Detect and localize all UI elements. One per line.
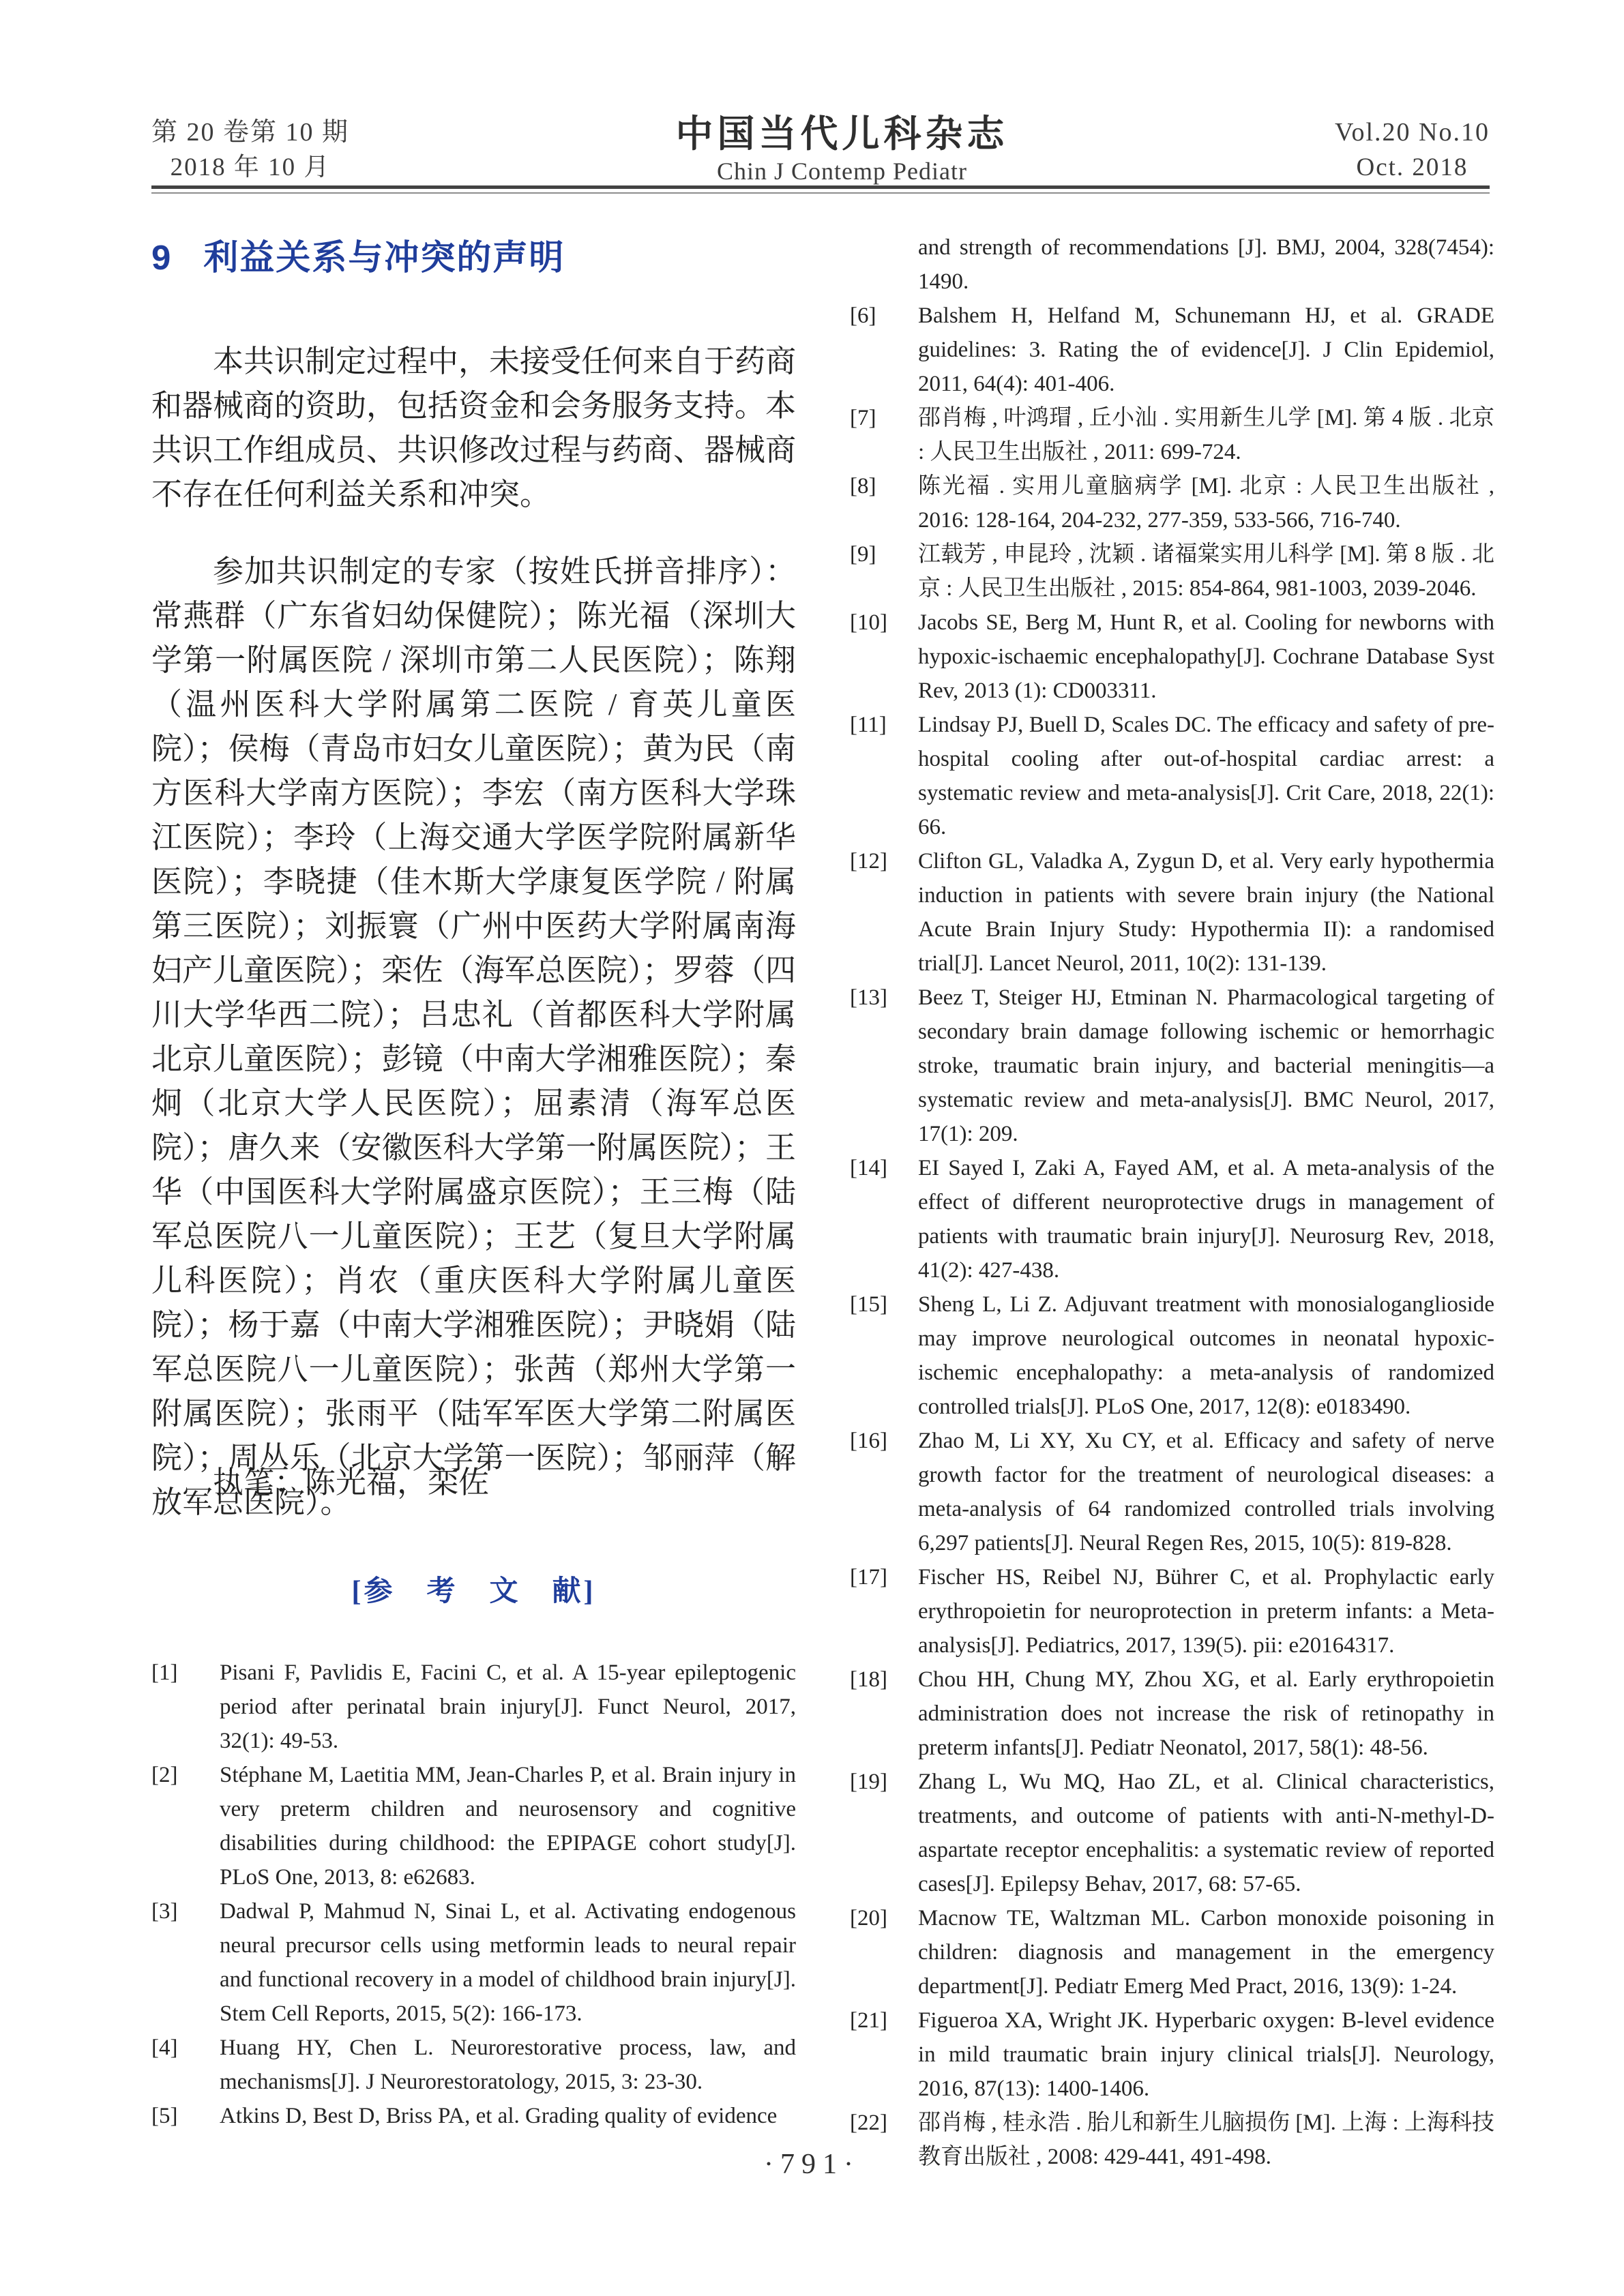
section-title: 利益关系与冲突的声明 [203,238,565,277]
reference-text: Clifton GL, Valadka A, Zygun D, et al. Very early hypothermia induction in patients with severe brain injury (the National Acute Brain Injury Study: Hypothermia II): a randomised trial[J]. Lancet Neurol, 2011, 10(2): 131-139. [918,849,1494,976]
journal-title-cn: 中国当代儿科杂志 [675,113,1009,155]
section-heading [151,229,565,280]
reference-text: Zhao M, Li XY, Xu CY, et al. Efficacy and safety of nerve growth factor for the treatment of neurological diseases: a meta-analysis of 64 randomized controlled trials involving 6,297 patients[J]. Neural Regen Res, 2015, 10(5): 819-828. [918,1429,1494,1555]
reference-item [850,1560,1494,1663]
reference-list-left [151,1656,796,2133]
reference-number: [20] [850,1906,887,1930]
reference-text: and strength of recommendations [J]. BMJ, 2004, 328(7454): 1490. [918,235,1494,294]
reference-number: [14] [850,1156,887,1180]
header-journal-block [675,115,1008,188]
reference-item [850,230,1494,299]
reference-number: [16] [850,1429,887,1453]
reference-item [151,1894,796,2031]
header-rule-thin [151,192,1490,194]
header-date-en: Oct. 2018 [1356,153,1468,181]
reference-item [850,401,1494,469]
reference-item [151,1656,796,1758]
reference-item [850,606,1494,708]
reference-number: [13] [850,985,887,1010]
reference-text: Dadwal P, Mahmud N, Sinai L, et al. Activating endogenous neural precursor cells using metformin leads to neural repair and functional recovery in a model of childhood brain injury[J]. Stem Cell Reports, 2015, 5(2): 166-173. [220,1899,796,2026]
header-volume-block [1335,115,1490,185]
reference-text: Fischer HS, Reibel NJ, Bührer C, et al. Prophylactic early erythropoietin for neuroprotection in preterm infants: a Meta-analysis[J]. Pediatrics, 2017, 139(5). pii: e20164317. [918,1565,1494,1658]
reference-text: Chou HH, Chung MY, Zhou XG, et al. Early erythropoietin administration does not increase the risk of retinopathy in preterm infants[J]. Pediatr Neonatol, 2017, 58(1): 48-56. [918,1667,1494,1760]
page-number: ·791· [764,2149,860,2180]
reference-item [850,1663,1494,1765]
reference-text: Atkins D, Best D, Briss PA, et al. Grading quality of evidence [220,2104,778,2128]
reference-item [850,708,1494,844]
reference-text: Beez T, Steiger HJ, Etminan N. Pharmacological targeting of secondary brain damage following ischemic or hemorrhagic stroke, traumatic brain injury, and bacterial meningitis—a systematic review and meta-analysis[J]. BMC Neurol, 2017, 17(1): 209. [918,985,1494,1146]
page-header [151,115,1490,188]
experts-paragraph: 参加共识制定的专家（按姓氏拼音排序）：常燕群（广东省妇幼保健院）；陈光福（深圳大学第一附属医院 / 深圳市第二人民医院）；陈翔（温州医科大学附属第二医院 / 育英儿童医院）；侯梅（青岛市妇女儿童医院）；黄为民（南方医科大学南方医院）；李宏（南方医科大学珠江医院）；李玲（上海交通大学医学院附属新华医院）；李晓捷（佳木斯大学康复医学院 / 附属第三医院）；刘振寰（广州中医药大学附属南海妇产儿童医院）；栾佐（海军总医院）；罗蓉（四川大学华西二院）；吕忠礼（首都医科大学附属北京儿童医院）；彭镜（中南大学湘雅医院）；秦炯（北京大学人民医院）；屈素清（海军总医院）；唐久来（安徽医科大学第一附属医院）；王华（中国医科大学附属盛京医院）；王三梅（陆军总医院八一儿童医院）；王艺（复旦大学附属儿科医院）；肖农（重庆医科大学附属儿童医院）；杨于嘉（中南大学湘雅医院）；尹晓娟（陆军总医院八一儿童医院）；张茜（郑州大学第一附属医院）；张雨平（陆军军医大学第二附属医院）；周丛乐（北京大学第一医院）；邹丽萍（解放军总医院）。 [151,554,797,1519]
reference-number: [22] [850,2111,887,2135]
reference-number: [6] [850,303,876,328]
header-issue-cn: 第 20 卷第 10 期 [151,118,350,147]
header-rule-thick [151,185,1490,189]
byline: 执笔：陈光福，栾佐 [213,1465,490,1500]
reference-text: 邵肖梅 , 叶鸿瑁 , 丘小汕 . 实用新生儿学 [M]. 第 4 版 . 北京 : 人民卫生出版社 , 2011: 699-724. [918,406,1494,464]
journal-title-en: Chin J Contemp Pediatr [716,158,967,185]
reference-text: 邵肖梅 , 桂永浩 . 胎儿和新生儿脑损伤 [M]. 上海 : 上海科技教育出版社 , 2008: 429-441, 491-498. [918,2111,1494,2169]
reference-item [850,469,1494,537]
reference-item [151,1758,796,1894]
reference-number: [11] [850,713,887,737]
reference-number: [2] [151,1763,178,1787]
reference-item [850,1287,1494,1424]
reference-number: [10] [850,610,887,635]
header-date-cn: 2018 年 10 月 [170,153,331,181]
reference-item [850,844,1494,981]
reference-text: Huang HY, Chen L. Neurorestorative process, law, and mechanisms[J]. J Neurorestoratology, 2015, 3: 23-30. [220,2036,796,2094]
reference-text: Balshem H, Helfand M, Schunemann HJ, et al. GRADE guidelines: 3. Rating the of evidence[J]. J Clin Epidemiol, 2011, 64(4): 401-406. [918,303,1494,396]
header-issue-block [151,115,349,185]
reference-number: [8] [850,474,876,498]
reference-number: [18] [850,1667,887,1692]
reference-item [850,299,1494,401]
reference-text: Jacobs SE, Berg M, Hunt R, et al. Cooling for newborns with hypoxic-ischaemic encephalopathy[J]. Cochrane Database Syst Rev, 2013 (1): CD003311. [918,610,1494,703]
reference-item [151,2031,796,2099]
reference-list-right [850,230,1494,2174]
reference-number: [21] [850,2008,887,2033]
header-vol-en: Vol.20 No.10 [1334,118,1490,147]
reference-text: Stéphane M, Laetitia MM, Jean-Charles P, et al. Brain injury in very preterm children and neurosensory and cognitive disabilities during childhood: the EPIPAGE cohort study[J]. PLoS One, 2013, 8: e62683. [220,1763,796,1890]
reference-text: Lindsay PJ, Buell D, Scales DC. The efficacy and safety of pre-hospital cooling after out-of-hospital cardiac arrest: a systematic review and meta-analysis[J]. Crit Care, 2018, 22(1): 66. [918,713,1494,839]
reference-item [850,981,1494,1151]
reference-number: [12] [850,849,887,874]
reference-number: [3] [151,1899,178,1924]
reference-number: [1] [151,1660,178,1685]
reference-item [850,1901,1494,2003]
reference-text: 陈光福 . 实用儿童脑病学 [M]. 北京 : 人民卫生出版社 , 2016: 128-164, 204-232, 277-359, 533-566, 716-740. [918,474,1494,533]
reference-item [850,1765,1494,1901]
reference-text: Sheng L, Li Z. Adjuvant treatment with monosialoganglioside may improve neurological outcomes in neonatal hypoxic-ischemic encephalopathy: a meta-analysis of randomized controlled trials[J]. PLoS One, 2017, 12(8): e0183490. [918,1292,1494,1419]
section-number: 9 [151,238,173,277]
reference-number: [17] [850,1565,887,1590]
reference-item [151,2099,796,2133]
reference-item [850,2003,1494,2106]
reference-text: Zhang L, Wu MQ, Hao ZL, et al. Clinical characteristics, treatments, and outcome of patients with anti-N-methyl-D-aspartate receptor encephalitis: a systematic review of reported cases[J]. Epilepsy Behav, 2017, 68: 57-65. [918,1770,1494,1896]
reference-item [850,537,1494,606]
reference-number: [7] [850,406,876,430]
reference-item [850,1151,1494,1287]
reference-number: [5] [151,2104,178,2128]
reference-number: [9] [850,542,876,567]
reference-text: Pisani F, Pavlidis E, Facini C, et al. A 15-year epileptogenic period after perinatal brain injury[J]. Funct Neurol, 2017, 32(1): 49-53. [220,1660,796,1753]
reference-item [850,1424,1494,1560]
reference-text: Figueroa XA, Wright JK. Hyperbaric oxygen: B-level evidence in mild traumatic brain injury clinical trials[J]. Neurology, 2016, 87(13): 1400-1406. [918,2008,1494,2101]
reference-text: EI Sayed I, Zaki A, Fayed AM, et al. A meta-analysis of the effect of different neuroprotective drugs in management of patients with traumatic brain injury[J]. Neurosurg Rev, 2018, 41(2): 427-438. [918,1156,1494,1283]
references-heading: [参 考 文 献] [351,1576,596,1607]
declaration-paragraph: 本共识制定过程中，未接受任何来自于药商和器械商的资助，包括资金和会务服务支持。本共识工作组成员、共识修改过程与药商、器械商不存在任何利益关系和冲突。 [151,344,797,511]
reference-text: 江载芳 , 申昆玲 , 沈颖 . 诸福棠实用儿科学 [M]. 第 8 版 . 北京 : 人民卫生出版社 , 2015: 854-864, 981-1003, 2039-2046. [918,542,1494,601]
reference-text: Macnow TE, Waltzman ML. Carbon monoxide poisoning in children: diagnosis and management in the emergency department[J]. Pediatr Emerg Med Pract, 2016, 13(9): 1-24. [918,1906,1494,1999]
reference-number: [19] [850,1770,887,1794]
reference-number: [4] [151,2036,178,2060]
reference-number: [15] [850,1292,887,1317]
